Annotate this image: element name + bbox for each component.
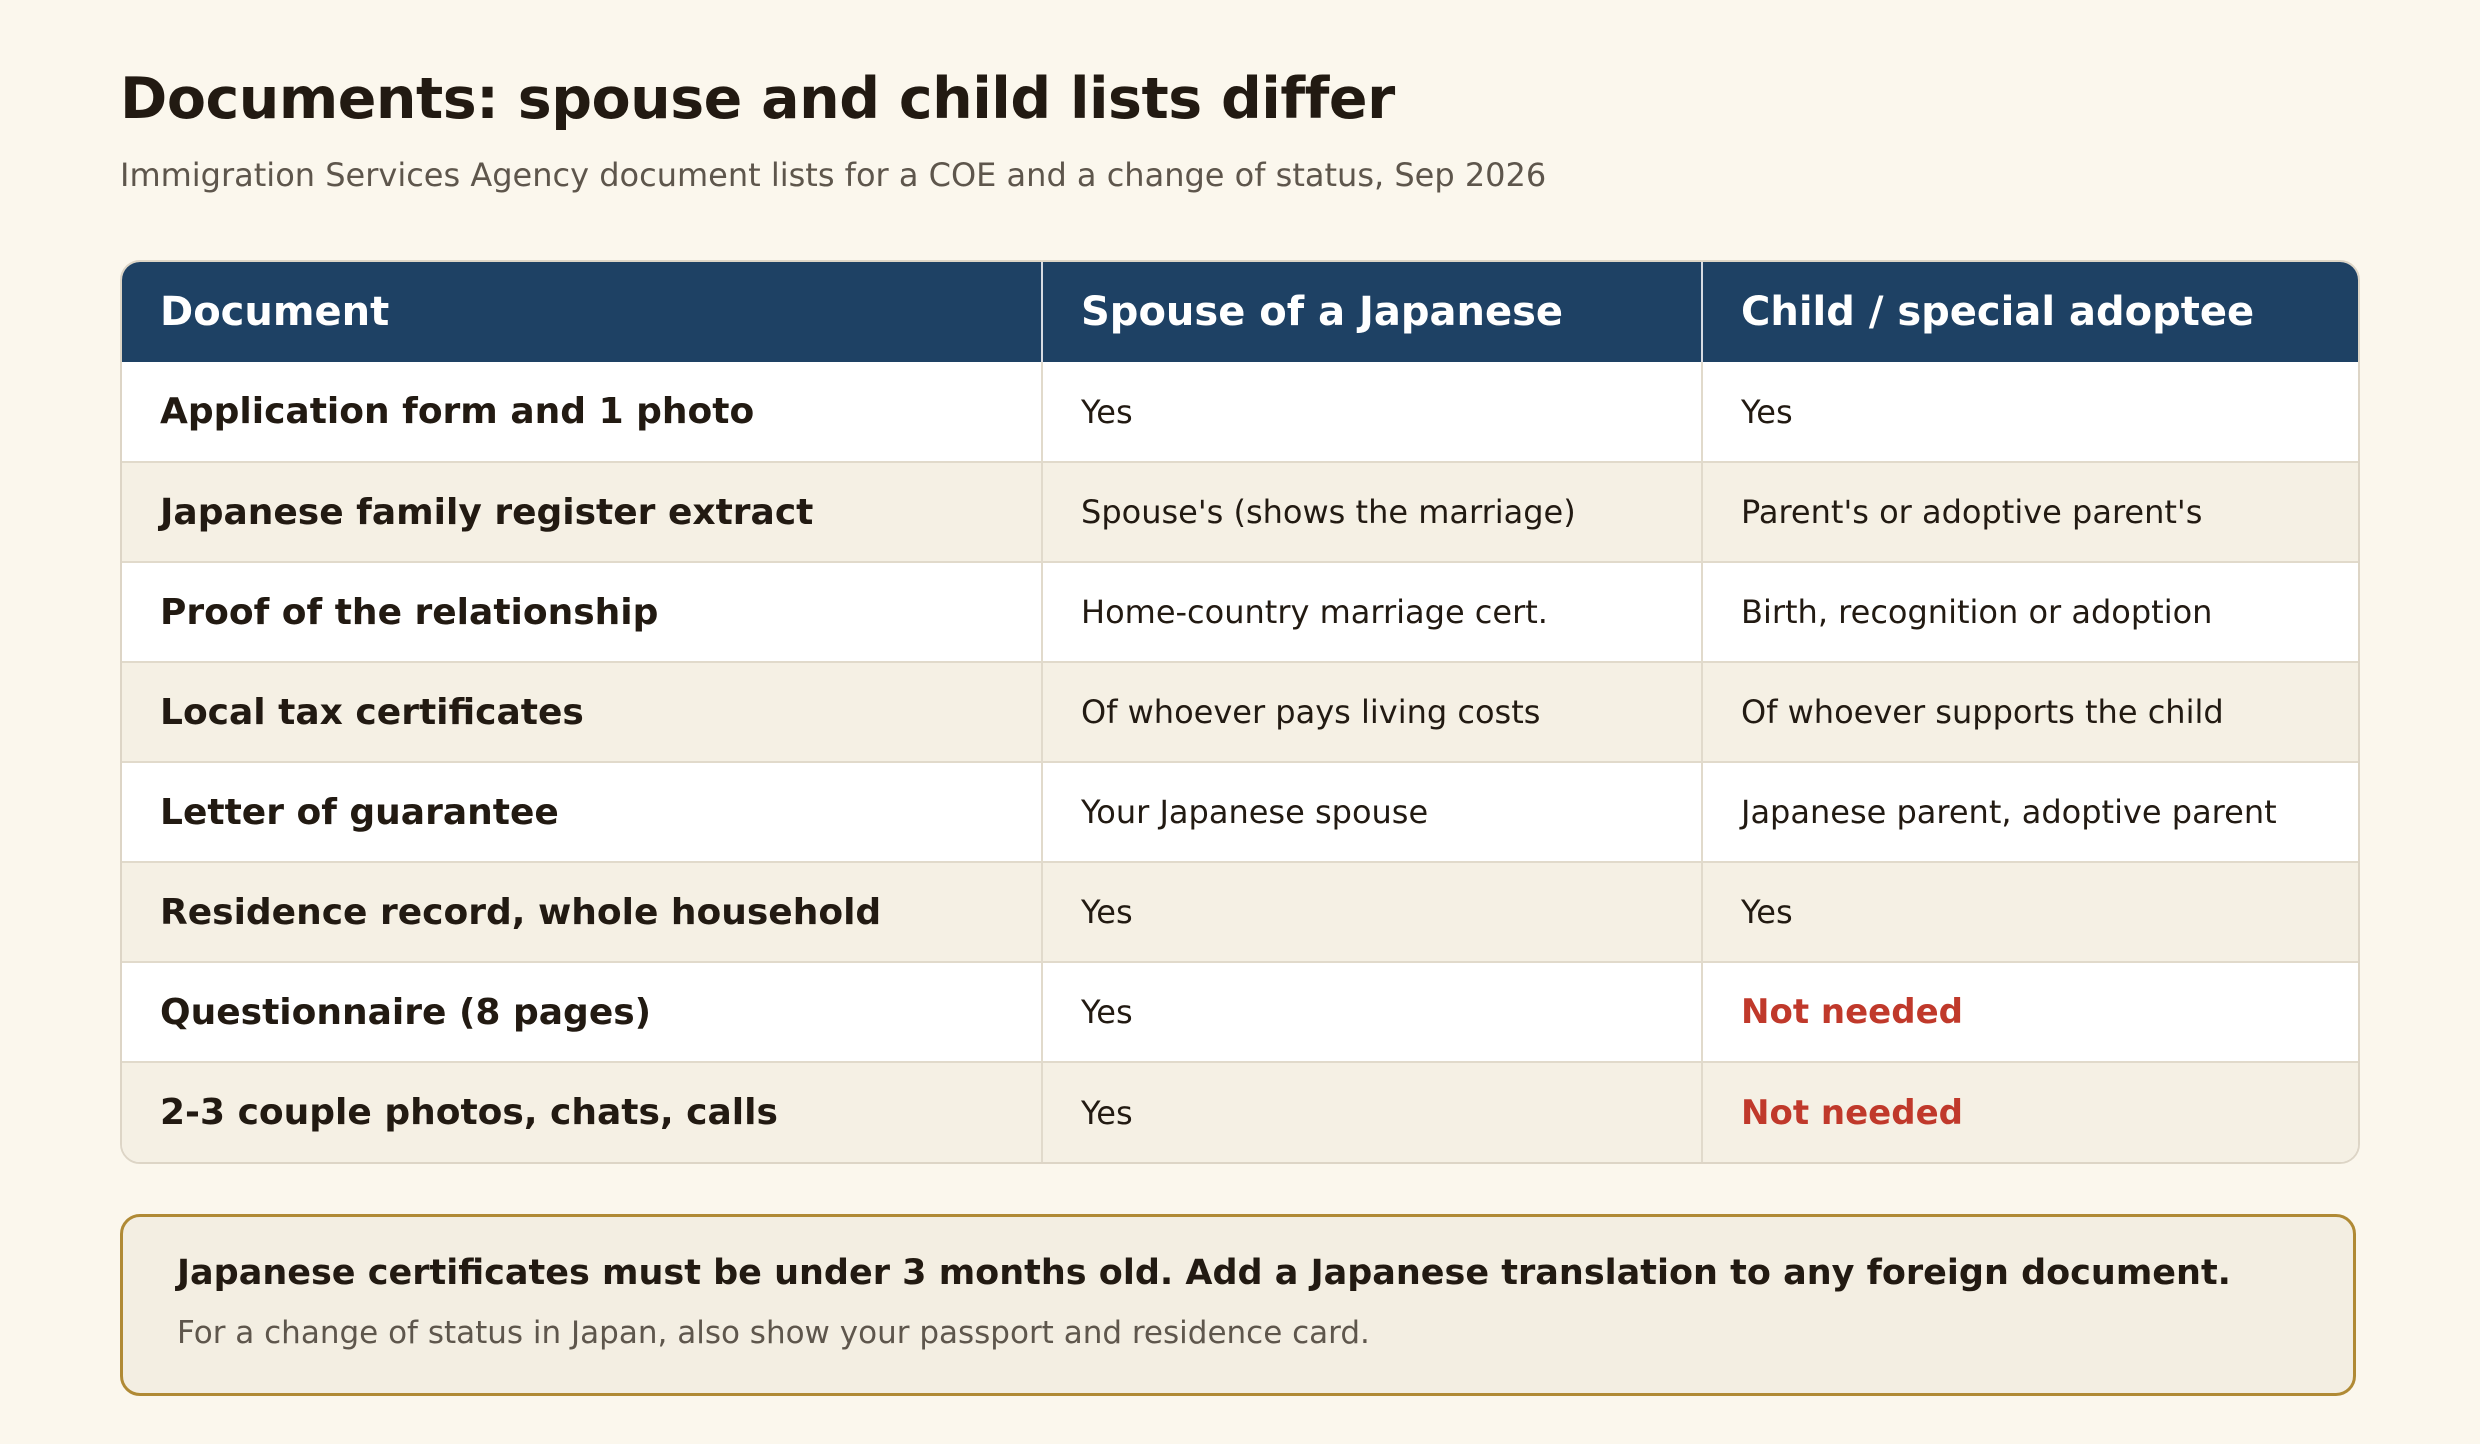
note-box — [120, 1214, 2356, 1396]
child-cell: Not needed — [1702, 1062, 2358, 1162]
spouse-cell: Home-country marriage cert. — [1042, 562, 1702, 662]
table-row — [122, 962, 2358, 1062]
document-cell: Local tax certificates — [122, 662, 1042, 762]
page-subtitle: Immigration Services Agency document lists for a COE and a change of status, Sep 2026 — [120, 156, 1547, 194]
spouse-cell: Yes — [1042, 362, 1702, 462]
document-cell: Questionnaire (8 pages) — [122, 962, 1042, 1062]
documents-table — [122, 262, 2358, 1162]
page-title: Documents: spouse and child lists differ — [120, 66, 1395, 132]
table-row — [122, 862, 2358, 962]
header-child: Child / special adoptee — [1702, 262, 2358, 362]
note-sub-text: For a change of status in Japan, also show your passport and residence card. — [177, 1315, 1370, 1351]
header-spouse: Spouse of a Japanese — [1042, 262, 1702, 362]
document-cell: 2-3 couple photos, chats, calls — [122, 1062, 1042, 1162]
spouse-cell: Spouse's (shows the marriage) — [1042, 462, 1702, 562]
note-main-text: Japanese certificates must be under 3 months old. Add a Japanese translation to any foreign document. — [177, 1253, 2231, 1293]
document-cell: Letter of guarantee — [122, 762, 1042, 862]
table-body — [122, 362, 2358, 1162]
table-row — [122, 562, 2358, 662]
child-cell: Parent's or adoptive parent's — [1702, 462, 2358, 562]
spouse-cell: Of whoever pays living costs — [1042, 662, 1702, 762]
child-cell: Birth, recognition or adoption — [1702, 562, 2358, 662]
document-cell: Application form and 1 photo — [122, 362, 1042, 462]
document-cell: Proof of the relationship — [122, 562, 1042, 662]
child-cell: Japanese parent, adoptive parent — [1702, 762, 2358, 862]
child-cell: Yes — [1702, 362, 2358, 462]
spouse-cell: Your Japanese spouse — [1042, 762, 1702, 862]
child-cell: Of whoever supports the child — [1702, 662, 2358, 762]
spouse-cell: Yes — [1042, 1062, 1702, 1162]
documents-table-container — [120, 260, 2360, 1164]
table-row — [122, 1062, 2358, 1162]
document-cell: Residence record, whole household — [122, 862, 1042, 962]
table-row — [122, 362, 2358, 462]
child-cell: Not needed — [1702, 962, 2358, 1062]
table-header — [122, 262, 2358, 362]
header-row — [122, 262, 2358, 362]
table-row — [122, 462, 2358, 562]
table-row — [122, 762, 2358, 862]
table-row — [122, 662, 2358, 762]
document-cell: Japanese family register extract — [122, 462, 1042, 562]
child-cell: Yes — [1702, 862, 2358, 962]
spouse-cell: Yes — [1042, 862, 1702, 962]
header-document: Document — [122, 262, 1042, 362]
spouse-cell: Yes — [1042, 962, 1702, 1062]
